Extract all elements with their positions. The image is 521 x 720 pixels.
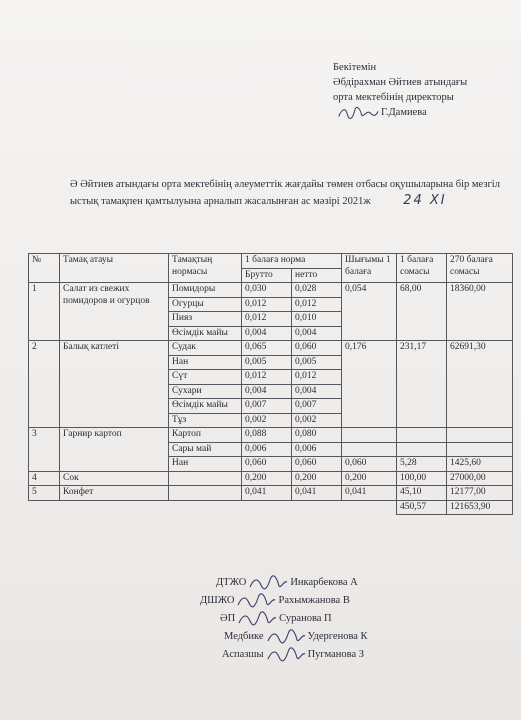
totals-spacer [29,500,397,515]
row-yield: 0,176 [342,341,397,428]
row-yield: 0,041 [342,486,397,501]
row-item: Картоп [169,428,242,443]
row-brutto: 0,060 [242,457,292,472]
row-netto: 0,010 [292,312,342,327]
row-netto: 0,007 [292,399,342,414]
row-netto: 0,041 [292,486,342,501]
header-norms: Тамақтың нормасы [169,254,242,283]
row-cost1: 231,17 [397,341,447,428]
row-netto: 0,005 [292,355,342,370]
row-num: 5 [29,486,60,501]
table-row [29,428,513,443]
row-brutto: 0,012 [242,297,292,312]
row-cost1 [397,442,447,457]
signer-name: Удергенова К [307,631,368,642]
row-yield [342,442,397,457]
row-food: Сок [60,471,169,486]
row-netto: 0,006 [292,442,342,457]
signer-row [200,646,500,664]
row-item: Нан [169,355,242,370]
row-food: Гарнир картоп [60,428,169,472]
row-item: Пияз [169,312,242,327]
table-row [29,486,513,501]
row-yield: 0,200 [342,471,397,486]
total-cost270: 121653,90 [447,500,513,515]
table-row [29,283,513,298]
row-brutto: 0,030 [242,283,292,298]
signature-mark [266,647,306,663]
row-item: Сүт [169,370,242,385]
row-food: Салат из свежих помидоров и огурцов [60,283,169,341]
row-food: Балық катлеті [60,341,169,428]
director-signature-line [333,105,513,120]
signature-mark [237,611,277,627]
director-name: Г.Дамиева [381,107,427,118]
approval-line-2: Әбдірахман Әйтиев атындағы [333,77,468,88]
row-cost270: 1425,60 [447,457,513,472]
approval-block [333,60,513,120]
row-num: 4 [29,471,60,486]
row-item: Помидоры [169,283,242,298]
header-yield: Шығымы 1 балаға [342,254,397,283]
row-brutto: 0,004 [242,326,292,341]
row-item: Судак [169,341,242,356]
header-num: № [29,254,60,283]
row-num: 1 [29,283,60,341]
row-cost270: 18360,00 [447,283,513,341]
row-cost1: 68,00 [397,283,447,341]
row-netto: 0,012 [292,297,342,312]
table-row [29,471,513,486]
row-num: 2 [29,341,60,428]
row-brutto: 0,065 [242,341,292,356]
row-item: Огурцы [169,297,242,312]
row-netto: 0,004 [292,326,342,341]
row-cost270: 12177,00 [447,486,513,501]
row-cost270: 62691,30 [447,341,513,428]
row-num: 3 [29,428,60,472]
signer-row [200,628,500,646]
table-header-row [29,254,513,269]
row-yield: 0,054 [342,283,397,341]
signer-name: Инкарбекова А [290,577,358,588]
row-item: Сары май [169,442,242,457]
row-item: Нан [169,457,242,472]
row-brutto: 0,007 [242,399,292,414]
director-signature [335,106,381,120]
row-item: Тұз [169,413,242,428]
signer-row [200,574,500,592]
row-cost1: 45,10 [397,486,447,501]
signature-mark [236,593,276,609]
signer-role: ӘП [220,613,236,624]
row-item [169,471,242,486]
total-cost1: 450,57 [397,500,447,515]
row-item: Өсімдік майы [169,326,242,341]
row-item: Сухари [169,384,242,399]
header-per-child-norm: 1 балаға норма [242,254,342,269]
row-yield: 0,060 [342,457,397,472]
header-netto: нетто [292,268,342,283]
document-title [70,177,510,210]
signer-name: Суранова П [279,613,332,624]
totals-row [29,500,513,515]
signer-role: Медбике [224,631,264,642]
header-brutto: Брутто [242,268,292,283]
row-brutto: 0,002 [242,413,292,428]
row-yield [342,428,397,443]
header-cost270: 270 балаға сомасы [447,254,513,283]
row-brutto: 0,006 [242,442,292,457]
signer-role: ДТЖО [216,577,247,588]
signature-mark [248,575,288,591]
row-netto: 0,004 [292,384,342,399]
row-brutto: 0,088 [242,428,292,443]
title-text: Ә Әйтиев атындағы орта мектебінің әлеуметтік жағдайы төмен отбасы оқушыларына бір мезгіл ыстық тамақпен қамтылуына арналып жасалынған ас мәзірі 2021ж [70,179,500,207]
row-cost270 [447,428,513,443]
approval-line-1: Бекітемін [333,62,377,73]
row-netto: 0,028 [292,283,342,298]
row-brutto: 0,012 [242,370,292,385]
row-brutto: 0,004 [242,384,292,399]
signature-mark [266,629,306,645]
row-netto: 0,060 [292,457,342,472]
row-netto: 0,012 [292,370,342,385]
row-cost1: 100,00 [397,471,447,486]
header-food: Тамақ атауы [60,254,169,283]
menu-table [28,253,513,515]
signer-role: Аспазшы [222,649,264,660]
header-cost1: 1 балаға сомасы [397,254,447,283]
row-netto: 0,200 [292,471,342,486]
handwritten-date: 24 XI [403,193,447,208]
row-netto: 0,080 [292,428,342,443]
signer-row [200,592,500,610]
row-cost1: 5,28 [397,457,447,472]
row-netto: 0,002 [292,413,342,428]
signer-name: Пугманова З [307,649,365,660]
row-brutto: 0,005 [242,355,292,370]
table-body [29,283,513,515]
row-netto: 0,060 [292,341,342,356]
signers-block [200,574,500,664]
row-cost1 [397,428,447,443]
row-cost270: 27000,00 [447,471,513,486]
signer-name: Рахымжанова В [278,595,350,606]
approval-line-3: орта мектебінің директоры [333,92,454,103]
row-food: Конфет [60,486,169,501]
row-brutto: 0,200 [242,471,292,486]
row-item [169,486,242,501]
row-brutto: 0,041 [242,486,292,501]
signer-row [200,610,500,628]
row-cost270 [447,442,513,457]
table-row [29,341,513,356]
signer-role: ДШЖО [200,595,235,606]
row-item: Өсімдік майы [169,399,242,414]
row-brutto: 0,012 [242,312,292,327]
